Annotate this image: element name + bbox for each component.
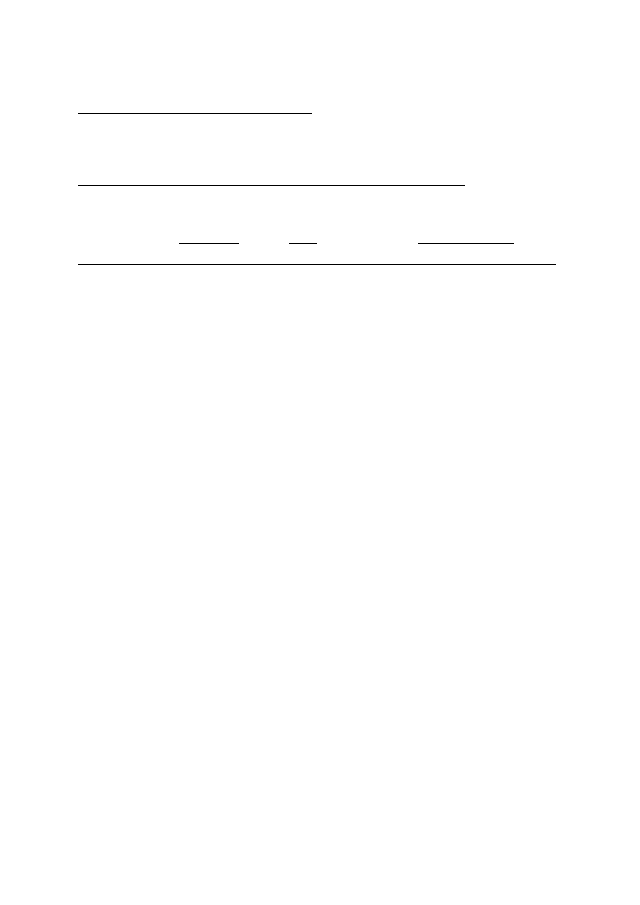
intro-line-2	[78, 99, 564, 120]
number-block	[418, 229, 514, 250]
project-organization-field[interactable]	[78, 171, 465, 186]
date-month-field[interactable]	[179, 229, 239, 244]
acquiring-organization-field[interactable]	[78, 250, 556, 265]
legal-basis-field[interactable]	[78, 99, 312, 114]
intro-line-6	[78, 229, 564, 250]
intro-line-4	[78, 171, 564, 192]
date-year-field[interactable]	[289, 229, 317, 244]
intro-line-7	[78, 250, 564, 271]
agreement-number-field[interactable]	[418, 229, 514, 244]
